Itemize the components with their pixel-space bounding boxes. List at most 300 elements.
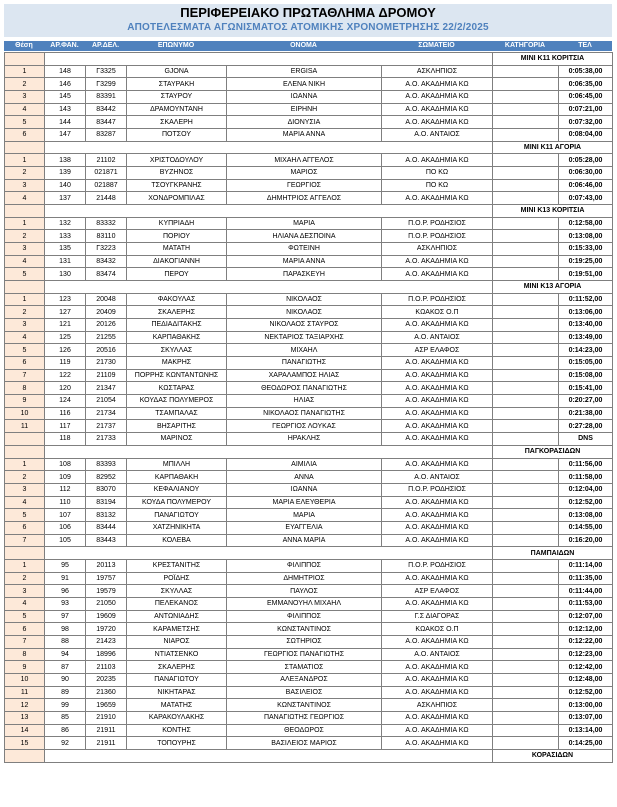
surname-cell: ΠΑΝΑΓΙΩΤΟΥ [127, 673, 227, 686]
first-name-cell: ΘΕΟΔΩΡΟΣ ΠΑΝΑΓΙΩΤΗΣ [227, 382, 382, 395]
rank-cell: 2 [5, 572, 45, 585]
table-row [5, 724, 613, 737]
first-name-cell: ΜΑΡΙΑ ΑΝΝΑ [227, 255, 382, 268]
club-cell: Α.Ο. ΑΚΑΔΗΜΙΑ ΚΩ [382, 686, 493, 699]
category-header-row [5, 445, 613, 458]
license-cell: 18996 [86, 648, 127, 661]
category-label: ΜΙΝΙ Κ11 ΚΟΡΙΤΣΙΑ [493, 53, 613, 66]
license-cell: 20409 [86, 306, 127, 319]
bib-cell: 89 [45, 686, 86, 699]
category-cell [493, 585, 559, 598]
time-cell: 0:06:45,00 [559, 91, 613, 104]
first-name-cell: ΦΩΤΕΙΝΗ [227, 243, 382, 256]
first-name-cell: ΜΑΡΙΑ ΑΝΝΑ [227, 129, 382, 142]
time-cell: 0:13:00,00 [559, 699, 613, 712]
rank-cell: 7 [5, 369, 45, 382]
club-cell: Α.Ο. ΑΚΑΔΗΜΙΑ ΚΩ [382, 673, 493, 686]
club-cell: Α.Ο. ΑΚΑΔΗΜΙΑ ΚΩ [382, 534, 493, 547]
time-cell: 0:12:23,00 [559, 648, 613, 661]
surname-cell: ΜΑΡΙΝΟΣ [127, 433, 227, 446]
category-cell [493, 129, 559, 142]
rank-cell [5, 445, 45, 458]
bib-cell: 145 [45, 91, 86, 104]
time-cell: 0:15:05,00 [559, 357, 613, 370]
table-row [5, 65, 613, 78]
club-cell: Α.Ο. ΑΚΑΔΗΜΙΑ ΚΩ [382, 116, 493, 129]
category-cell [493, 192, 559, 205]
license-cell: 021871 [86, 167, 127, 180]
first-name-cell: ΘΕΟΔΩΡΟΣ [227, 724, 382, 737]
category-cell [493, 534, 559, 547]
bib-cell: 90 [45, 673, 86, 686]
first-name-cell: ERGISA [227, 65, 382, 78]
license-cell: 21109 [86, 369, 127, 382]
club-cell: Α.Ο. ΑΚΑΔΗΜΙΑ ΚΩ [382, 395, 493, 408]
time-cell: 0:21:38,00 [559, 407, 613, 420]
table-row [5, 737, 613, 750]
bib-cell: 87 [45, 661, 86, 674]
club-cell: Π.Ο.Ρ. ΡΟΔΗΣΙΟΣ [382, 230, 493, 243]
category-header-spacer [45, 749, 493, 762]
event-subtitle: ΑΠΟΤΕΛΕΣΜΑΤΑ ΑΓΩΝΙΣΜΑΤΟΣ ΑΤΟΜΙΚΗΣ ΧΡΟΝΟΜΕΤΡΗΣΗΣ 22/2/2025 [127, 22, 489, 33]
time-cell: 0:19:25,00 [559, 255, 613, 268]
col-header-first-name: ΟΝΟΜΑ [290, 42, 317, 49]
bib-cell: 110 [45, 496, 86, 509]
bib-cell: 130 [45, 268, 86, 281]
category-cell [493, 357, 559, 370]
license-cell: 20126 [86, 319, 127, 332]
rank-cell [5, 547, 45, 560]
rank-cell: 8 [5, 382, 45, 395]
surname-cell: ΣΤΑΥΡΑΚΗ [127, 78, 227, 91]
table-row [5, 268, 613, 281]
table-row [5, 293, 613, 306]
table-row [5, 572, 613, 585]
rank-cell: 13 [5, 711, 45, 724]
surname-cell: ΤΣΟΥΓΚΡΑΝΗΣ [127, 179, 227, 192]
rank-cell: 4 [5, 255, 45, 268]
rank-cell: 6 [5, 129, 45, 142]
first-name-cell: ΓΕΩΡΓΙΟΣ ΛΟΥΚΑΣ [227, 420, 382, 433]
license-cell: 21423 [86, 635, 127, 648]
first-name-cell: ΦΙΛΙΠΠΟΣ [227, 559, 382, 572]
rank-cell: 3 [5, 243, 45, 256]
table-row [5, 686, 613, 699]
club-cell: ΚΩΑΚΟΣ Ο.Π [382, 306, 493, 319]
surname-cell: ΚΟΥΔΑ ΠΟΛΥΜΕΡΟΥ [127, 496, 227, 509]
category-header-spacer [45, 205, 493, 218]
club-cell: Α.Ο. ΑΚΑΔΗΜΙΑ ΚΩ [382, 711, 493, 724]
bib-cell: 140 [45, 179, 86, 192]
bib-cell: 88 [45, 635, 86, 648]
bib-cell: 105 [45, 534, 86, 547]
table-row [5, 255, 613, 268]
time-cell: 0:06:46,00 [559, 179, 613, 192]
time-cell: 0:11:58,00 [559, 471, 613, 484]
surname-cell: ΠΑΝΑΓΙΩΤΟΥ [127, 509, 227, 522]
rank-cell [5, 433, 45, 446]
time-cell: 0:12:04,00 [559, 483, 613, 496]
category-cell [493, 420, 559, 433]
table-row [5, 369, 613, 382]
license-cell: 83332 [86, 217, 127, 230]
license-cell: 19757 [86, 572, 127, 585]
club-cell: Α.Ο. ΑΚΑΔΗΜΙΑ ΚΩ [382, 737, 493, 750]
time-cell: 0:15:08,00 [559, 369, 613, 382]
table-row [5, 559, 613, 572]
bib-cell: 116 [45, 407, 86, 420]
rank-cell: 4 [5, 192, 45, 205]
first-name-cell: ΑΝΝΑ ΜΑΡΙΑ [227, 534, 382, 547]
first-name-cell: ΠΑΡΑΣΚΕΥΗ [227, 268, 382, 281]
table-row [5, 471, 613, 484]
first-name-cell: ΔΙΟΝΥΣΙΑ [227, 116, 382, 129]
table-row [5, 192, 613, 205]
category-header-row [5, 141, 613, 154]
category-cell [493, 78, 559, 91]
club-cell: ΑΣΚΛΗΠΙΟΣ [382, 65, 493, 78]
col-header-time: ΤΕΛ [578, 42, 592, 49]
category-cell [493, 458, 559, 471]
category-header-spacer [45, 53, 493, 66]
first-name-cell: ΣΤΑΜΑΤΙΟΣ [227, 661, 382, 674]
bib-cell: 125 [45, 331, 86, 344]
surname-cell: ΜΑΤΑΤΗ [127, 243, 227, 256]
first-name-cell: ΝΙΚΟΛΑΟΣ ΠΑΝΑΓΙΩΤΗΣ [227, 407, 382, 420]
rank-cell: 3 [5, 585, 45, 598]
time-cell: 0:13:14,00 [559, 724, 613, 737]
rank-cell: 3 [5, 179, 45, 192]
license-cell: 83110 [86, 230, 127, 243]
time-cell: 0:11:35,00 [559, 572, 613, 585]
rank-cell: 2 [5, 78, 45, 91]
time-cell: 0:12:07,00 [559, 610, 613, 623]
rank-cell: 4 [5, 331, 45, 344]
category-cell [493, 331, 559, 344]
rank-cell: 11 [5, 420, 45, 433]
surname-cell: ΝΙΑΡΟΣ [127, 635, 227, 648]
time-cell: 0:12:52,00 [559, 686, 613, 699]
bib-cell: 127 [45, 306, 86, 319]
column-header-row [4, 41, 612, 51]
time-cell: 0:11:52,00 [559, 293, 613, 306]
bib-cell: 126 [45, 344, 86, 357]
time-cell: 0:11:14,00 [559, 559, 613, 572]
bib-cell: 94 [45, 648, 86, 661]
rank-cell [5, 749, 45, 762]
time-cell: 0:07:21,00 [559, 103, 613, 116]
bib-cell: 122 [45, 369, 86, 382]
time-cell: 0:05:28,00 [559, 154, 613, 167]
time-cell: 0:12:48,00 [559, 673, 613, 686]
category-label: ΚΟΡΑΣΙΔΩΝ [493, 749, 613, 762]
category-cell [493, 116, 559, 129]
time-cell: 0:12:12,00 [559, 623, 613, 636]
category-cell [493, 268, 559, 281]
table-row [5, 699, 613, 712]
license-cell: 21347 [86, 382, 127, 395]
club-cell: Α.Ο. ΑΚΑΔΗΜΙΑ ΚΩ [382, 255, 493, 268]
license-cell: 19579 [86, 585, 127, 598]
surname-cell: ΒΥΖΗΝΟΣ [127, 167, 227, 180]
bib-cell: 144 [45, 116, 86, 129]
bib-cell: 139 [45, 167, 86, 180]
rank-cell [5, 281, 45, 294]
category-cell [493, 496, 559, 509]
license-cell: 21734 [86, 407, 127, 420]
bib-cell: 138 [45, 154, 86, 167]
category-cell [493, 179, 559, 192]
table-row [5, 407, 613, 420]
category-header-row [5, 281, 613, 294]
first-name-cell: ΚΩΝΣΤΑΝΤΙΝΟΣ [227, 623, 382, 636]
rank-cell: 5 [5, 344, 45, 357]
license-cell: 19659 [86, 699, 127, 712]
table-row [5, 344, 613, 357]
rank-cell: 12 [5, 699, 45, 712]
bib-cell: 93 [45, 597, 86, 610]
bib-cell: 86 [45, 724, 86, 737]
rank-cell: 5 [5, 610, 45, 623]
first-name-cell: ΒΑΣΙΛΕΙΟΣ [227, 686, 382, 699]
time-cell: 0:08:04,00 [559, 129, 613, 142]
club-cell: Α.Ο. ΑΚΑΔΗΜΙΑ ΚΩ [382, 103, 493, 116]
rank-cell: 1 [5, 458, 45, 471]
time-cell: 0:15:41,00 [559, 382, 613, 395]
license-cell: 21737 [86, 420, 127, 433]
first-name-cell: ΔΗΜΗΤΡΙΟΣ ΑΓΓΕΛΟΣ [227, 192, 382, 205]
license-cell: 83444 [86, 521, 127, 534]
club-cell: Α.Ο. ΑΝΤΑΙΟΣ [382, 648, 493, 661]
category-cell [493, 635, 559, 648]
time-cell: 0:20:27,00 [559, 395, 613, 408]
surname-cell: ΧΟΝΔΡΟΜΠΙΛΑΣ [127, 192, 227, 205]
first-name-cell: ΜΑΡΙΟΣ [227, 167, 382, 180]
club-cell: Α.Ο. ΑΚΑΔΗΜΙΑ ΚΩ [382, 724, 493, 737]
category-label: ΜΙΝΙ Κ11 ΑΓΟΡΙΑ [493, 141, 613, 154]
license-cell: 83447 [86, 116, 127, 129]
time-cell: 0:13:08,00 [559, 230, 613, 243]
surname-cell: ΤΟΠΟΥΡΗΣ [127, 737, 227, 750]
first-name-cell: ΕΙΡΗΝΗ [227, 103, 382, 116]
bib-cell: 147 [45, 129, 86, 142]
category-cell [493, 319, 559, 332]
rank-cell: 7 [5, 635, 45, 648]
bib-cell: 131 [45, 255, 86, 268]
rank-cell: 6 [5, 357, 45, 370]
table-row [5, 319, 613, 332]
license-cell: 83432 [86, 255, 127, 268]
rank-cell: 15 [5, 737, 45, 750]
club-cell: Α.Ο. ΑΚΑΔΗΜΙΑ ΚΩ [382, 661, 493, 674]
table-row [5, 243, 613, 256]
bib-cell: 85 [45, 711, 86, 724]
license-cell: 83070 [86, 483, 127, 496]
surname-cell: ΠΕΡΟΥ [127, 268, 227, 281]
surname-cell: ΣΚΑΛΕΡΗΣ [127, 661, 227, 674]
bib-cell: 97 [45, 610, 86, 623]
surname-cell: ΧΑΤΖΗΝΙΚΗΤΑ [127, 521, 227, 534]
license-cell: 20048 [86, 293, 127, 306]
first-name-cell: ΗΛΙΑΝΑ ΔΕΣΠΟΙΝΑ [227, 230, 382, 243]
time-cell: 0:13:49,00 [559, 331, 613, 344]
bib-cell: 107 [45, 509, 86, 522]
table-row [5, 395, 613, 408]
category-cell [493, 559, 559, 572]
first-name-cell: ΕΛΕΝΑ ΝΙΚΗ [227, 78, 382, 91]
first-name-cell: ΗΛΙΑΣ [227, 395, 382, 408]
bib-cell: 117 [45, 420, 86, 433]
first-name-cell: ΜΙΧΑΗΛ [227, 344, 382, 357]
license-cell: Γ3223 [86, 243, 127, 256]
surname-cell: ΚΑΡΑΜΕΤΣΗΣ [127, 623, 227, 636]
time-cell: 0:14:23,00 [559, 344, 613, 357]
license-cell: 21054 [86, 395, 127, 408]
category-header-row [5, 53, 613, 66]
license-cell: 21050 [86, 597, 127, 610]
table-row [5, 357, 613, 370]
license-cell: 21733 [86, 433, 127, 446]
surname-cell: ΚΑΡΠΑΘΑΚΗΣ [127, 331, 227, 344]
category-cell [493, 686, 559, 699]
surname-cell: ΒΗΣΑΡΙΤΗΣ [127, 420, 227, 433]
category-header-spacer [45, 445, 493, 458]
surname-cell: ΚΑΡΠΑΘΑΚΗ [127, 471, 227, 484]
club-cell: Π.Ο.Ρ. ΡΟΔΗΣΙΟΣ [382, 483, 493, 496]
surname-cell: ΑΝΤΩΝΙΑΔΗΣ [127, 610, 227, 623]
category-cell [493, 623, 559, 636]
surname-cell: ΚΩΣΤΑΡΑΣ [127, 382, 227, 395]
title-band [4, 4, 612, 37]
table-row [5, 711, 613, 724]
rank-cell: 3 [5, 483, 45, 496]
rank-cell: 1 [5, 559, 45, 572]
rank-cell: 11 [5, 686, 45, 699]
rank-cell [5, 141, 45, 154]
category-cell [493, 483, 559, 496]
category-header-spacer [45, 281, 493, 294]
category-cell [493, 673, 559, 686]
time-cell: 0:12:42,00 [559, 661, 613, 674]
club-cell: ΚΩΑΚΟΣ Ο.Π [382, 623, 493, 636]
license-cell: 83393 [86, 458, 127, 471]
time-cell: 0:12:22,00 [559, 635, 613, 648]
club-cell: Α.Ο. ΑΚΑΔΗΜΙΑ ΚΩ [382, 78, 493, 91]
license-cell: 83443 [86, 534, 127, 547]
club-cell: Α.Ο. ΑΚΑΔΗΜΙΑ ΚΩ [382, 357, 493, 370]
club-cell: Α.Ο. ΑΚΑΔΗΜΙΑ ΚΩ [382, 509, 493, 522]
rank-cell: 7 [5, 534, 45, 547]
table-row [5, 458, 613, 471]
surname-cell: ΣΤΑΥΡΟΥ [127, 91, 227, 104]
license-cell: 21448 [86, 192, 127, 205]
category-cell [493, 382, 559, 395]
category-cell [493, 699, 559, 712]
club-cell: Α.Ο. ΑΚΑΔΗΜΙΑ ΚΩ [382, 192, 493, 205]
rank-cell: 2 [5, 471, 45, 484]
rank-cell: 5 [5, 116, 45, 129]
rank-cell: 10 [5, 407, 45, 420]
bib-cell: 108 [45, 458, 86, 471]
bib-cell: 146 [45, 78, 86, 91]
table-row [5, 610, 613, 623]
category-cell [493, 471, 559, 484]
rank-cell: 4 [5, 597, 45, 610]
club-cell: Γ.Σ ΔΙΑΓΟΡΑΣ [382, 610, 493, 623]
table-row [5, 103, 613, 116]
surname-cell: ΠΕΔΙΑΔΙΤΑΚΗΣ [127, 319, 227, 332]
surname-cell: ΚΟΥΔΑΣ ΠΟΛΥΜΕΡΟΣ [127, 395, 227, 408]
first-name-cell: ΗΡΑΚΛΗΣ [227, 433, 382, 446]
rank-cell: 6 [5, 623, 45, 636]
license-cell: 83391 [86, 91, 127, 104]
license-cell: 21360 [86, 686, 127, 699]
table-row [5, 179, 613, 192]
bib-cell: 96 [45, 585, 86, 598]
license-cell: Γ3325 [86, 65, 127, 78]
category-cell [493, 610, 559, 623]
club-cell: ΑΣΡ ΕΛΑΦΟΣ [382, 344, 493, 357]
category-header-spacer [45, 141, 493, 154]
first-name-cell: ΕΜΜΑΝΟΥΗΛ ΜΙΧΑΗΛ [227, 597, 382, 610]
category-label: ΜΙΝΙ Κ13 ΚΟΡΙΤΣΙΑ [493, 205, 613, 218]
club-cell: Α.Ο. ΑΚΑΔΗΜΙΑ ΚΩ [382, 382, 493, 395]
table-row [5, 661, 613, 674]
bib-cell: 119 [45, 357, 86, 370]
club-cell: ΑΣΡ ΕΛΑΦΟΣ [382, 585, 493, 598]
club-cell: ΠΟ ΚΩ [382, 167, 493, 180]
rank-cell: 2 [5, 167, 45, 180]
time-cell: 0:19:51,00 [559, 268, 613, 281]
first-name-cell: ΑΛΕΞΑΝΔΡΟΣ [227, 673, 382, 686]
table-row [5, 382, 613, 395]
category-cell [493, 293, 559, 306]
bib-cell: 148 [45, 65, 86, 78]
club-cell: ΠΟ ΚΩ [382, 179, 493, 192]
first-name-cell: ΦΙΛΙΠΠΟΣ [227, 610, 382, 623]
time-cell: 0:27:28,00 [559, 420, 613, 433]
category-cell [493, 737, 559, 750]
time-cell: 0:13:07,00 [559, 711, 613, 724]
license-cell: 21910 [86, 711, 127, 724]
club-cell: Α.Ο. ΑΚΑΔΗΜΙΑ ΚΩ [382, 407, 493, 420]
table-row [5, 585, 613, 598]
time-cell: 0:11:44,00 [559, 585, 613, 598]
rank-cell: 1 [5, 65, 45, 78]
surname-cell: ΣΚΑΛΕΡΗΣ [127, 306, 227, 319]
time-cell: 0:06:30,00 [559, 167, 613, 180]
bib-cell: 121 [45, 319, 86, 332]
category-header-row [5, 205, 613, 218]
license-cell: 19609 [86, 610, 127, 623]
surname-cell: ΚΟΛΕΒΑ [127, 534, 227, 547]
club-cell: Α.Ο. ΑΝΤΑΙΟΣ [382, 331, 493, 344]
club-cell: Α.Ο. ΑΚΑΔΗΜΙΑ ΚΩ [382, 597, 493, 610]
club-cell: ΑΣΚΛΗΠΙΟΣ [382, 243, 493, 256]
first-name-cell: ΝΙΚΟΛΑΟΣ [227, 293, 382, 306]
first-name-cell: ΓΕΩΡΓΙΟΣ ΠΑΝΑΓΙΩΤΗΣ [227, 648, 382, 661]
rank-cell: 5 [5, 268, 45, 281]
surname-cell: ΚΥΠΡΙΑΔΗ [127, 217, 227, 230]
category-cell [493, 167, 559, 180]
club-cell: Π.Ο.Ρ. ΡΟΔΗΣΙΟΣ [382, 217, 493, 230]
surname-cell: ΜΑΚΡΗΣ [127, 357, 227, 370]
table-row [5, 331, 613, 344]
bib-cell: 133 [45, 230, 86, 243]
first-name-cell: ΠΑΝΑΓΙΩΤΗΣ [227, 357, 382, 370]
table-row [5, 433, 613, 446]
first-name-cell: ΝΙΚΟΛΑΟΣ [227, 306, 382, 319]
